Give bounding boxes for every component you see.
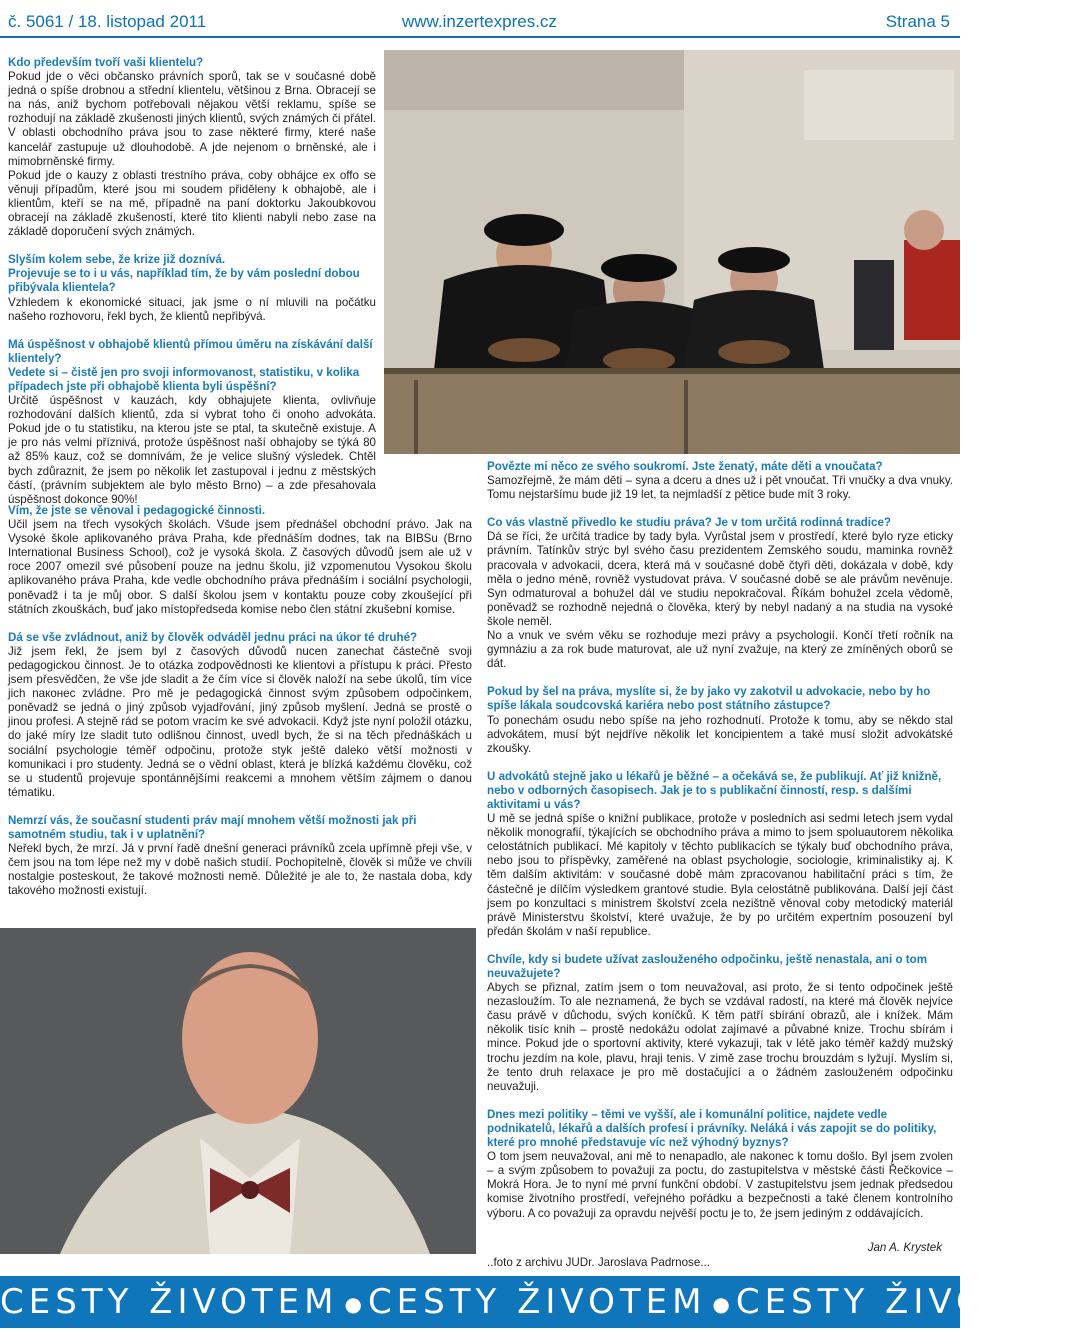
question-statistics: Vedete si – čistě jen pro svoji informovanost, statistiku, v kolika případech jste při obhajobě klienta byli úspěšní? [8,365,360,393]
photo-credit: ..foto z archivu JUDr. Jaroslava Padrnose... [487,1256,710,1269]
question-success: Má úspěšnost v obhajobě klientů přímou úměru na získávání další klientely? [8,337,373,365]
answer-crisis: Vzhledem k ekonomické situaci, jak jsme o ní mluvili na počátku našeho rozhovoru, řekl bych, že klientů nepřibývá. [8,295,376,323]
footer-banner-text: CESTY ŽIVOTEM [735,1282,1074,1322]
portrait-photo [0,928,476,1254]
footer-banner-text: CESTY ŽIVOTEM [367,1282,707,1322]
right-column [487,460,953,1221]
issue-number: č. 5061 / 18. listopad 2011 [8,12,207,31]
answer-success: Určitě úspěšnost v kauzách, kdy obhajujete klienta, ovlivňuje rozhodování dalších klientů, zda si vybrat toho či onoho advokáta. Pokud jde o tu statistiku, na kterou jste se ptal, ta skutečně existuje. A je pro nás velmi příznivá, protože úspěšnost naší obhajoby se týká 80 až 85% kauz, což se domnívám, že je velice slušný výsledek. Chtěl bych zdůraznit, že jsem po několik let zastupoval i jednu z městských částí, (právním subjektem ale bylo město Brno) – a zde přesahovala úspěšnost dokonce 90%! [8,394,376,506]
answer-pedagogy: Učil jsem na třech vysokých školách. Všude jsem přednášel obchodní právo. Jak na Vysoké škole aplikovaného práva Praha, kde přednáším dodnes, tak na BIBSu (Brno International Business School), což je vysoká škola. Z časových důvodů jsem ale už v roce 2007 omezil své působení pouze na jednu školu, již vzpomenutou Vysokou školu aplikovaného práva Praha, kde vedle obchodního práva přednáším i sociální psychologii, poněvadž i ta je můj obor. S další školou jsem v kontaktu pouze coby zkoušející při státních zkouškách, buď jako místopředseda komise nebo člen státní zkušební komise. [8,518,472,616]
question-politics: Dnes mezi politiky – těmi ve vyšší, ale i komunální politice, najdete vedle podnikatelů, lékařů a dalších profesí i právníky. Neláká i vás zapojit se do politiky, které pro mnohé představuje víc než výhodný byznys? [487,1107,937,1150]
header-rule [0,36,960,38]
answer-clientele: Pokud jde o věci občansko právních sporů, tak se v současné době jedná o spíše drobnou a střední klientelu, většinou z Brna. Obracejí se na nás, aniž bychom potřebovali nějakou větší reklamu, spíše se rozhodují na základě zkušenosti jiných klientů, svých známých či přátel. V oblasti obchodního práva jsou to zase některé firmy, které naše kancelář zastupuje už dlouhodobě. A jde nejenom o brněnské, ale i mimobrněnské firmy. [8,70,376,168]
question-law-study: Co vás vlastně přivedlo ke studiu práva? Je v tom určitá rodinná tradice? [487,516,891,530]
question-students: Nemrzí vás, že současní studenti práv mají mnohem větší možnosti jak při samotném studiu, tak i v uplatnění? [8,813,417,841]
footer-separator: ● [712,1291,730,1316]
question-pedagogy: Vím, že jste se věnoval i pedagogické činnosti. [8,504,266,517]
website-link[interactable]: www.inzertexpres.cz [402,12,557,31]
question-crisis: Slyším kolem sebe, že krize již doznívá. [8,253,226,267]
page-header [0,0,960,44]
question-private-life: Povězte mi něco ze svého soukromí. Jste ženatý, máte děti a vnoučata? [487,460,883,473]
answer-publications: U mě se jedná spíše o knižní publikace, protože v posledních asi sedmi letech jsem vydal několik monografií, týkajících se obchodního práva a mimo to jsem spoluautorem několika celostátních publikací. Mé kapitoly v těchto publikacích se týkaly buď obchodního práva, nebo jsou to příspěvky, zaměřené na oblast psychologie, sociologie, kriminalistiky aj. K těm dalším aktivitám: v současné době mám zpracovanou habilitační práci s tím, že částečně je dílčím výsledkem grantové studie. Byla celostátně publikována. Další její část jsem po konzultaci s ministrem školství zcela nezištně věnoval coby metodický materiál právě Ministerstvu školství, které uvažuje, že by po určitém expertním posouzení byl předán školám v naší republice. [487,812,953,938]
question-clientele: Kdo především tvoří vaši klientelu? [8,56,204,69]
question-career: Pokud by šel na práva, myslíte si, že by jako vy zakotvil u advokacie, nebo by ho spíše lákala soudcovská kariéra nebo post státního zástupce? [487,685,931,713]
answer-balance: Již jsem řekl, že jsem byl z časových důvodů nucen zanechat částečně svoji pedagogickou činnost. Je to otázka zodpovědnosti ke klientovi a přístupu k práci. Přesto jsem přesvědčen, že vše jde sladit a že čím více si člověk naloží na sebe úkolů, tím více jich naконec zvládne. Pro mě je pedagogická činnost svým způsobem odpočinkem, poněvadž se jedná o jiný způsob vyjadřování, jiný způsob myšlení. Jedná se prostě o jinou profesi. A stejně rád se potom vracím ke své advokacii. Když jste nyní položil otázku, do jaké míry lze sladit tuto odlišnou činnost, uvedl bych, že si na těch přednáškách u sociální psychologie téměř odpočinu, protože styk ještě daleko větší možnosti v komunikaci i pro studenty. Jedná se o vědní oblast, která je blízká každému člověku, což se u studentů projevuje spontánnějšími reakcemi a mnohem větším zájmem o danou tématiku. [8,644,472,799]
author-signature: Jan A. Krystek [867,1241,942,1254]
answer-politics: O tom jsem neuvažoval, ani mě to nenapadlo, ale nakonec k tomu došlo. Byl jsem zvolen – a svým způsobem to považuji za poctu, do zastupitelstva v městské části Řečkovice – Mokrá Hora. Je to nyní mé první funkční období. V zastupitelstvu jsem jednak předsedou komise životního prostředí, veřejného pořádku a bezpečnosti a také členem kontrolního výboru. A co považuji za opravdu nejvěší poctu je to, že jsem jediným z oddávajících. [487,1150,953,1220]
answer-students: Neřekl bych, že mrzí. Já v první řadě dnešní generaci právníků zcela upřímně přeji vše, v čem jsou na tom lépe než my v době našich studií. Pochopitelně, člověk si může ve chvíli nostalgie posteskout, že takové možnosti nemě. Důležité je ale to, že nastala doba, kdy takového možnosti existují. [8,842,472,898]
left-column-bottom [8,504,472,898]
ceremony-photo-illustration [384,50,960,454]
answer-private-life: Samozřejmě, že mám děti – syna a dceru a dnes už i pět vnoučat. Tři vnučky a dva vnuky. Tomu nejstaršímu bude již 19 let, ta nejmladší z pětice bude mít 3 roky. [487,474,953,502]
question-balance: Dá se vše zvládnout, aniž by člověk odváděl jednu práci na úkor té druhé? [8,630,418,644]
question-crisis-followup: Projevuje se to i u vás, například tím, že by vám poslední dobou přibývala klientela? [8,267,360,295]
question-publications: U advokátů stejně jako u lékařů je běžné – a očekává se, že publikují. Ať již knižně, nebo v odborných časopisech. Jak je to s publikační činností, resp. s dalšími aktivitami u vás? [487,769,942,811]
left-column-top [8,56,376,507]
ceremony-photo [384,50,960,454]
footer-banner [0,1276,1074,1328]
page-number: Strana 5 [885,12,950,31]
answer-clientele-criminal: Pokud jde o kauzy z oblasti trestního práva, coby obhájce ex offo se věnuji případům, které jsou mi soudem přiděleny k obhajobě, ale i klientům, kteří se na mě, případně na paní doktorku Jakoubkovou obracejí na základě zkušeností, které tito klienti nabyli nebo zase na základě doporučení svých známých. [8,168,376,239]
answer-career: To ponechám osudu nebo spíše na jeho rozhodnutí. Protože k tomu, aby se někdo stal advokátem, musí být nejdříve několik let koncipientem a také musí složit advokátské zkoušky. [487,713,953,755]
question-retirement: Chvíle, kdy si budete užívat zaslouženého odpočinku, ještě nenastala, ani o tom neuvažujete? [487,952,928,980]
footer-banner-text: CESTY ŽIVOTEM [0,1282,339,1322]
portrait-illustration [0,928,476,1254]
answer-law-study-grandson: No a vnuk ve svém věku se rozhoduje mezi právy a psychologií. Končí třetí ročník na gymnáziu a za rok bude maturovat, ale už nyní zvažuje, na který ze zmíněných oborů se dát. [487,629,953,671]
footer-separator: ● [344,1291,362,1316]
answer-law-study: Dá se říci, že určitá tradice by tady byla. Vyrůstal jsem v prostředí, které bylo ryze eticky právním. Tatínkův strýc byl svého času prezidentem Zemského soudu, maminka rovněž pracovala v advokacii, dcera, která má v současné době čtyři děti, dokázala v době, kdy měla o jedno méně, rovněž vystudovat práva. V současné době se ale právům nevěnuje. Syn odmaturoval a bohužel dál ve studiu nepokračoval. Říkám bohužel zcela vědomě, poněvadž se rozhodně nejedná o člověka, který by nebyl nadaný a na studia na vysoké škole neměl. [487,530,953,628]
answer-retirement: Abych se přiznal, zatím jsem o tom neuvažoval, asi proto, že si tento odpočinek ještě nezasloužím. To ale neznamená, že bych se vzdával radostí, na které má člověk nejvíce času právě v důchodu, svých koníčků. K těm patří sbírání obrazů, ale i knížek. Mám několik tisíc knih – prostě nedokážu odolat zajímavé a půvabné knize. Trochu sbírám i mince. Pokud jde o sportovní aktivity, které vykazuji, tak v létě jako téměř každý mužský trochu jezdím na kole, plavu, hraji tenis. V zimě zase trochu brouzdám s lyžují. Myslím si, že tento druh relaxace je pro mě dostačující a o žádném zaslouženém odpočinku neuvažuji. [487,981,953,1093]
